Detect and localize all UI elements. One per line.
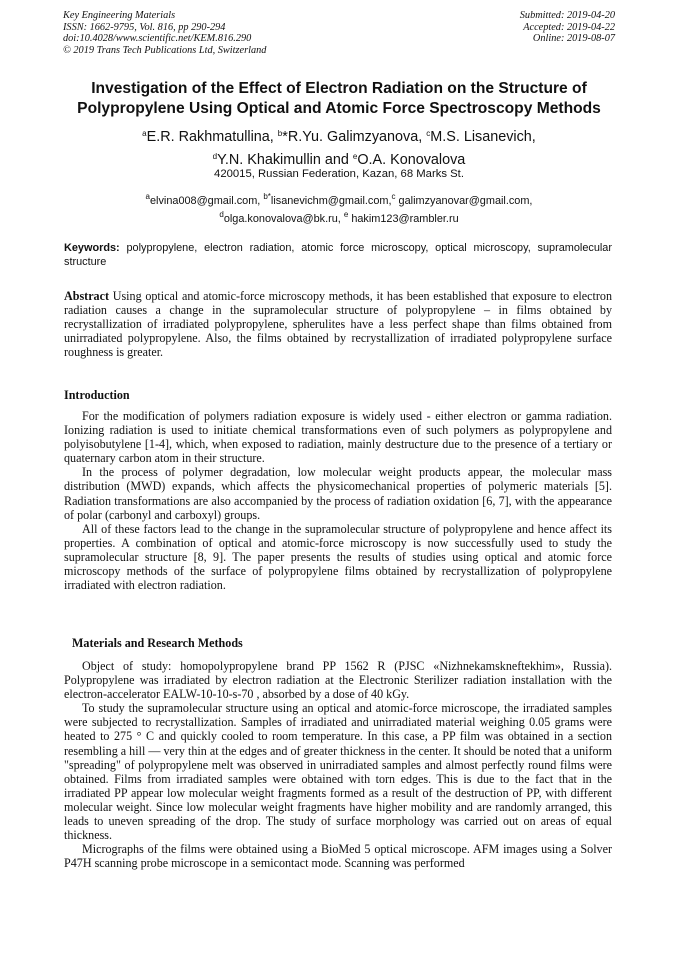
- email-link[interactable]: olga.konovalova@bk.ru,: [223, 213, 344, 225]
- author-line-1: [40, 124, 638, 147]
- introduction-heading: Introduction: [64, 388, 130, 402]
- affiliation-mark: a: [145, 192, 150, 201]
- author-emails: [40, 190, 638, 226]
- paper-title: Investigation of the Effect of Electron Radiation on the Structure of Polypropylene Using Optical and Atomic Force Spectroscopy Methods: [77, 80, 601, 117]
- abstract: [64, 289, 612, 359]
- author-name: E.R. Rakhmatullina,: [146, 129, 278, 145]
- accepted-date: Accepted: 2019-04-22: [523, 21, 615, 33]
- email-link[interactable]: elvina008@gmail.com,: [149, 195, 264, 207]
- abstract-text: Using optical and atomic-force microscopy methods, it has been established that exposure to electron radiation causes a change in the supramolecular structure of polypropylene – in films obtained by recrystallization of irradiated polypropylene, spherulites have a less perfect shape than films obtained from unirradiated polypropylene. Also, the films obtained by recrystallization of irradiated polypropylene surface roughness is greater.: [64, 289, 612, 360]
- affiliation-mark: e: [343, 210, 349, 219]
- abstract-label: Abstract: [64, 289, 110, 303]
- affiliation-mark: b: [277, 129, 283, 138]
- author-name: O.A. Konovalova: [357, 152, 466, 168]
- methods-heading: Materials and Research Methods: [72, 636, 243, 650]
- email-link[interactable]: hakim123@rambler.ru: [348, 213, 459, 225]
- affiliation-mark: d: [219, 210, 224, 219]
- paragraph: For the modification of polymers radiation exposure is widely used - either electron or gamma radiation. Ionizing radiation is used to initiate chemical transformations even of such polymers as polypropylene and polyisobutylene [1-4], which, when exposed to radiation, mainly destructure due to the presence of a tertiary or quaternary carbon atom in their structure.: [64, 409, 612, 466]
- keywords-label: Keywords:: [64, 242, 120, 254]
- affiliation-mark: a: [142, 129, 147, 138]
- submitted-date: Submitted: 2019-04-20: [519, 10, 615, 21]
- affiliation-mark: d: [212, 152, 218, 161]
- submission-dates: [520, 10, 615, 45]
- author-name: Y.N. Khakimullin and: [217, 152, 353, 168]
- paragraph: To study the supramolecular structure using an optical and atomic-force microscope, the irradiated samples were subjected to recrystallization. Samples of irradiated and unirradiated material weighing 0.05 grams were heated to 275 ° C and quickly cooled to room temperature. In this case, a PP film was obtained in a section resembling a hill — very thin at the edges and of greater thickness in the center. It should be noted that a uniform "spreading" of polypropylene melt was observed in unirradiated samples and almost perfectly round films were obtained. Films from irradiated samples were obtained with torn edges. This is due to the fact that in the irradiated PP appear low molecular weight fragments formed as a result of the destruction of PP, with different molecular weight. Since low molecular weight fragments have higher mobility and are randomly arranged, this leads to uneven spreading of the drop. The study of surface morphology was carried out on areas of equal thickness.: [64, 701, 612, 843]
- methods-body: [64, 659, 612, 870]
- journal-header: [63, 10, 266, 56]
- journal-copyright: © 2019 Trans Tech Publications Ltd, Switzerland: [63, 44, 267, 56]
- introduction-body: [64, 409, 612, 592]
- affiliation-mark: c: [391, 192, 396, 201]
- keywords: [64, 241, 612, 269]
- email-line-2: [40, 208, 638, 226]
- journal-doi[interactable]: doi:10.4028/www.scientific.net/KEM.816.290: [63, 33, 252, 45]
- journal-name: Key Engineering Materials: [63, 10, 176, 21]
- keywords-text: polypropylene, electron radiation, atomic force microscopy, optical microscopy, supramolecular structure: [64, 242, 612, 268]
- paragraph: All of these factors lead to the change in the supramolecular structure of polypropylene and hence affect its properties. A combination of optical and atomic-force microscopy is now successfully used to study the supramolecular structure [8, 9]. The paper presents the results of studies using optical and atomic force microscopy methods of the surface of polypropylene films obtained by recrystallization of polypropylene irradiated with electron radiation.: [64, 521, 612, 593]
- journal-issn: ISSN: 1662-9795, Vol. 816, pp 290-294: [63, 21, 226, 33]
- author-list: [40, 124, 638, 170]
- affiliation-mark: c: [426, 129, 431, 138]
- affiliation-mark: e: [352, 152, 358, 161]
- affiliation-address: 420015, Russian Federation, Kazan, 68 Marks St.: [214, 168, 464, 180]
- paragraph: Object of study: homopolypropylene brand PP 1562 R (PJSC «Nizhnekamskneftekhim», Russia). Polypropylene was irradiated by electron radiation at the Electronic Sterilizer radiation installation with the electron-accelerator EALW-10-10-s-70 , absorbed by a dose of 40 kGy.: [64, 659, 612, 702]
- affiliation-mark: b*: [263, 192, 271, 201]
- paragraph: Micrographs of the films were obtained using a BioMed 5 optical microscope. AFM images using a Solver P47H scanning probe microscope in a semicontact mode. Scanning was performed: [64, 842, 612, 871]
- email-link[interactable]: lisanevichm@gmail.com,: [270, 195, 392, 207]
- email-line-1: [40, 190, 638, 208]
- email-link[interactable]: galimzyanovar@gmail.com,: [395, 195, 533, 207]
- paragraph: In the process of polymer degradation, low molecular weight products appear, the molecular mass distribution (MWD) expands, which affects the physicomechanical properties of polymeric materials [5]. Radiation transformations are also accompanied by the process of radiation oxidation [6, 7], with the appearance of polar (carbonyl and carboxyl) groups.: [64, 465, 612, 522]
- author-name: *R.Yu. Galimzyanova,: [282, 129, 427, 145]
- author-name: M.S. Lisanevich,: [430, 129, 536, 145]
- online-date: Online: 2019-08-07: [532, 33, 615, 45]
